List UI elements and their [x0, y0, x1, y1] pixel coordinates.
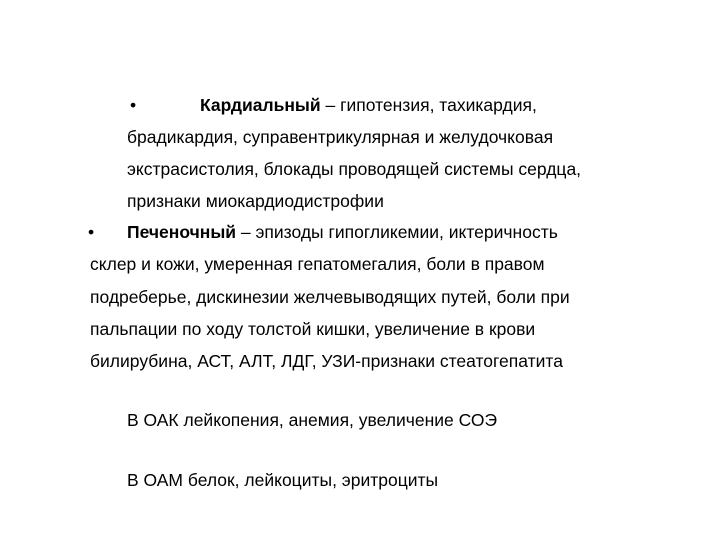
cardiac-line-4: признаки миокардиодистрофии [127, 191, 384, 211]
cardiac-line-1-text: – гипотензия, тахикардия, [320, 95, 537, 115]
hepatic-line-5: билирубина, АСТ, АЛТ, ЛДГ, УЗИ-признаки стеатогепатита [90, 351, 563, 371]
hepatic-line-4: пальпации по ходу толстой кишки, увеличение в крови [90, 319, 536, 339]
bullet-cardiac: • [130, 95, 137, 115]
hepatic-line-2: склер и кожи, умеренная гепатомегалия, боли в правом [90, 254, 545, 274]
cardiac-term: Кардиальный [200, 95, 321, 115]
oak-line: В ОАК лейкопения, анемия, увеличение СОЭ [127, 410, 498, 430]
cardiac-line-3: экстрасистолия, блокады проводящей системы сердца, [127, 159, 582, 179]
hepatic-line-1-text: – эпизоды гипогликемии, иктеричность [236, 222, 558, 242]
hepatic-term: Печеночный [127, 222, 237, 242]
cardiac-line-2: брадикардия, суправентрикулярная и желудочковая [127, 127, 554, 147]
hepatic-line-1 [127, 221, 558, 243]
hepatic-line-3: подреберье, дискинезии желчевыводящих путей, боли при [90, 287, 570, 307]
bullet-hepatic: • [88, 222, 95, 242]
oam-line: В ОАМ белок, лейкоциты, эритроциты [127, 470, 439, 490]
cardiac-line-1 [200, 94, 537, 116]
